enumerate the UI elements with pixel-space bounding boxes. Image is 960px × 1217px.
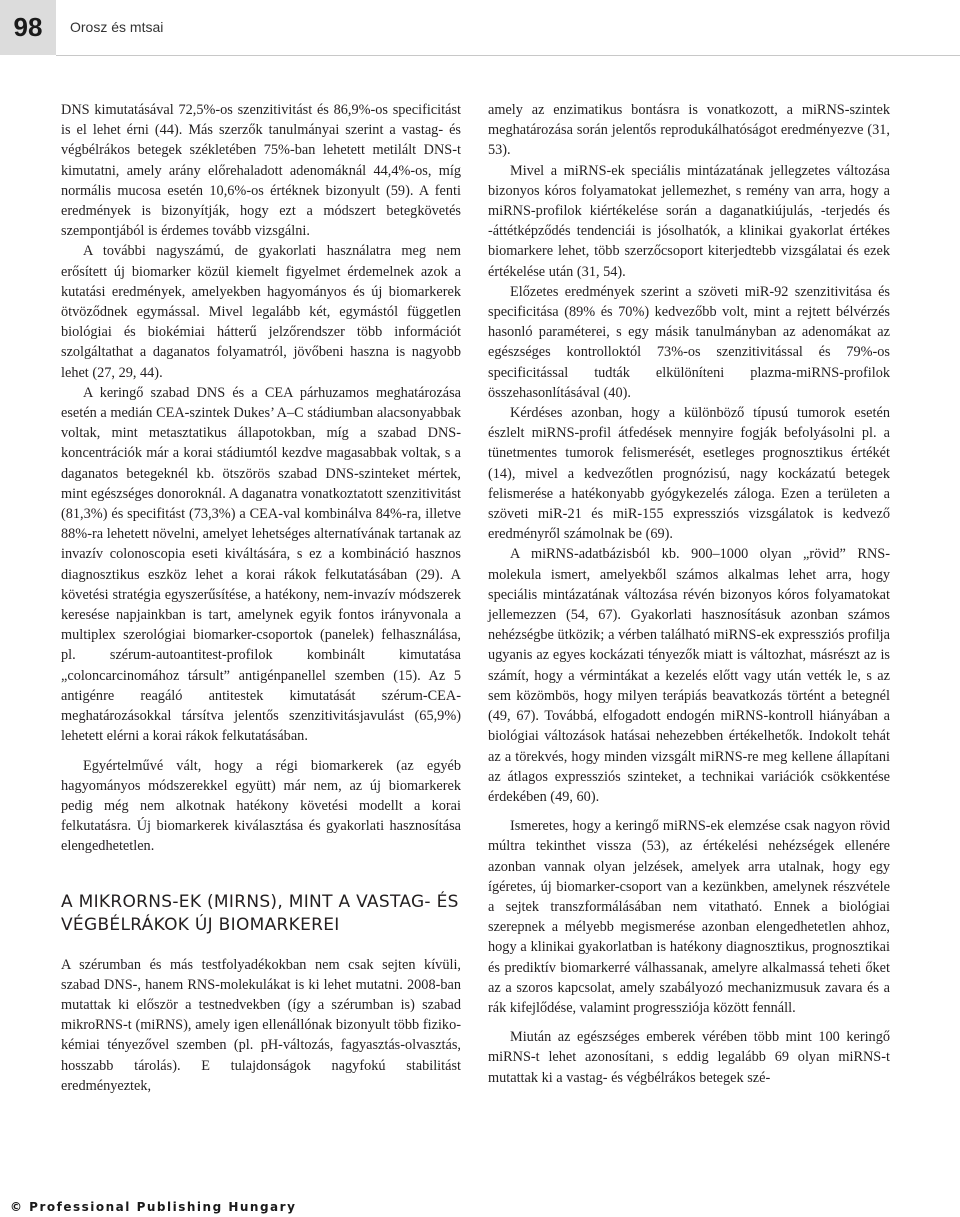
body-paragraph: amely az enzimatikus bontásra is vonatkozott, a miRNS-szintek meghatározása során jelentős reprodukálhatóságot eredményezve (31, 53). (488, 102, 890, 159)
right-column (488, 100, 890, 1088)
running-head-authors: Orosz és mtsai (70, 19, 164, 35)
body-paragraph: Előzetes eredmények szerint a szöveti miR-92 szenzitivitása és specificitása (89% és 70%) kedvezőbb volt, mint a rejtett bélvérzés hasonló paraméterei, s egy másik tanulmányban az adenomákat az egészséges kontrolloktól 73%-os szenzitivitással és 79%-os specificitással tudták elkülöníteni plazma-miRNS-profilok összehasonlításával (40). (488, 283, 890, 401)
body-paragraph: A szérumban és más testfolyadékokban nem csak sejten kívüli, szabad DNS-, hanem RNS-molekulákat is ki lehet mutatni. 2008-ban mutattak ki először a testnedvekben (így a szérumban is) szabad mikroRNS-t (miRNS), amely igen ellenállónak bizonyult több fiziko-kémiai tényezővel szemben (pl. pH-változás, fagyasztás-olvasztás, hosszabb tárolás). E tulajdonságok nagyfokú stabilitást eredményeztek, (61, 956, 461, 1094)
body-paragraph: Ismeretes, hogy a keringő miRNS-ek elemzése csak nagyon rövid múltra tekinthet vissza (53), az értékelési nehézségek ellenére azonban vannak olyan jelzések, amelyek arra utalnak, hogy egy ígéretes, új biomarker-csoport van a kezünkben, amelynek részvétele a sejtek transzformálásában nem vitatható. Ennek a biológiai szerepnek a mélyebb megismerése azonban elengedhetetlen ahhoz, hogy a klinikai gyakorlatban is hatékony diagnosztikus, prognosztikai és prediktív biomarkerré válhassanak, amelyre alkalmassá teheti őket az a szoros kapcsolat, amely szabályozó mechanizmusuk zavara és a rák kifejlődése, valamint progressziója között fennáll. (488, 818, 890, 1016)
body-paragraph: Miután az egészséges emberek vérében több mint 100 keringő miRNS-t lehet azonosítani, s eddig legalább 69 olyan miRNS-t mutattak ki a vastag- és végbélrákos betegek szé- (488, 1029, 890, 1086)
section-heading: A MIKRORNS-EK (MIRNS), MINT A VASTAG- ÉS VÉGBÉLRÁKOK ÚJ BIOMARKEREI (61, 891, 459, 935)
body-paragraph: A miRNS-adatbázisból kb. 900–1000 olyan „rövid” RNS-molekula ismert, amelyekből számos alkalmas lehet arra, hogy speciális mintázatának változása révén bizonyos kóros folyamatokat jellemezzen (54, 67). Gyakorlati hasznosításuk azonban számos nehézségbe ütközik; a vérben található miRNS-ek expressziós profilja ugyanis az egyes kockázati tényezők miatt is változhat, másrészt az is számít, hogy a vérmintákat a kezelés előtt vagy után vették le, s az sem közömbös, hogy milyen terápiás beavatkozás történt a betegnél (49, 67). Továbbá, elfogadott endogén miRNS-kontroll hiányában a biológiai változások hatásai nehezebben értékelhetők. Indokolt tehát az a törekvés, hogy minden vizsgált miRNS-re meg kellene állapítani az átlagos expressziós szinteket, a technikai variációk csökkentése érdekében (49, 60). (488, 546, 890, 805)
copyright-notice: © Professional Publishing Hungary (10, 1200, 297, 1214)
page-number: 98 (0, 0, 56, 55)
page-header (0, 0, 960, 55)
body-paragraph: Mivel a miRNS-ek speciális mintázatának jellegzetes változása bizonyos kóros folyamatokat jellemezhet, s remény van arra, hogy a miRNS-profilok kiértékelése során a daganatkiújulás, -terjedés és -áttétképződés tendenciái is jósolhatók, a klinikai gyakorlat értékes biomarkere lehet, több szerzőcsoport kiterjedtebb vizsgálatai és ezek értékelése után (31, 54). (488, 162, 890, 280)
body-paragraph: A további nagyszámú, de gyakorlati használatra meg nem erősített új biomarker közül kiemelt figyelmet érdemelnek azok a kutatási eredmények, amelyekben hagyományos és új biomarkerek ötvöződnek egymással. Mivel legalább két, egymástól független biológiai és biokémiai hátterű jelzőrendszer több információt szolgáltathat a daganatos folyamatról, jövőbeni haszna is nagyobb lehet (27, 29, 44). (61, 243, 461, 381)
header-divider (56, 55, 960, 56)
left-column (61, 100, 461, 1096)
body-paragraph: Egyértelművé vált, hogy a régi biomarkerek (az egyéb hagyományos módszerekkel együtt) már nem, az új biomarkerek pedig még nem alkotnak hatékony követési modellt a korai felkutatásra. Új biomarkerek kiválasztása és gyakorlati hasznosítása elengedhetetlen. (61, 757, 461, 855)
page-footer (0, 1190, 960, 1217)
body-paragraph: A keringő szabad DNS és a CEA párhuzamos meghatározása esetén a medián CEA-szintek Dukes’ A–C stádiumban alacsonyabbak voltak, mint metasztatikus állapotokban, míg a szabad DNS-koncentrációk már a korai stádiumtól kezdve magasabbak voltak, s a daganatos betegeknél kb. ötszörös szabad DNS-szinteket mértek, mint egészséges donoroknál. A daganatra vonatkoztatott szenzitivitást (81,3%) és specifitást (73,3%) a CEA-val kombinálva 84%-ra, illetve 88%-ra lehetett növelni, amelyet lehetséges alternatívának tartanak az invazív colonoscopia eseti kiváltására, s ez a kombináció hasznos diagnosztikus eszköz lehet a korai rákok felkutatásában (29). A követési stratégia egyszerűsítése, a hatékony, nem-invazív módszerek keresése napjainkban is tart, amelynek egyik fontos irányvonala a multiplex szerológiai biomarker-csoportok (panelek) felhasználása, pl. szérum-autoantitest-profilok kombinált kimutatása „coloncarcinomához társult” antigénpanellel szemben (15). Az 5 antigénre reagáló antitestek kimutatását szérum-CEA-meghatározásokkal társítva jelentős szenzitivitásjavulást (65,9%) lehetett elérni a korai rákok felkutatásában. (61, 384, 461, 745)
body-paragraph: Kérdéses azonban, hogy a különböző típusú tumorok esetén észlelt miRNS-profil átfedések mennyire fogják befolyásolni pl. a tünetmentes tumorok felismerését, esetleges prognosztikus értékét (14), mivel a kedvezőtlen prognózisú, nagy kockázatú betegek felismerése a hatékonyabb gyógykezelés záloga. Ezen a területen a szöveti miR-21 és miR-155 expressziós vizsgálatok is kedvező eredményről számolnak be (69). (488, 405, 890, 543)
body-paragraph: DNS kimutatásával 72,5%-os szenzitivitást és 86,9%-os specificitást is el lehet érni (44). Más szerzők tanulmányai szerint a vastag- és végbélrákos betegek székletében 75%-ban lehetett metilált DNS-t kimutatni, amely arány előrehaladott adenomáknál 44,4%-os, míg normális mucosa esetén 10,6%-os értéknek bizonyult (59). A fenti eredmények is bizonyítják, hogy ezt a módszert betegkövetés szempontjából is érdemes tovább vizsgálni. (61, 102, 461, 240)
